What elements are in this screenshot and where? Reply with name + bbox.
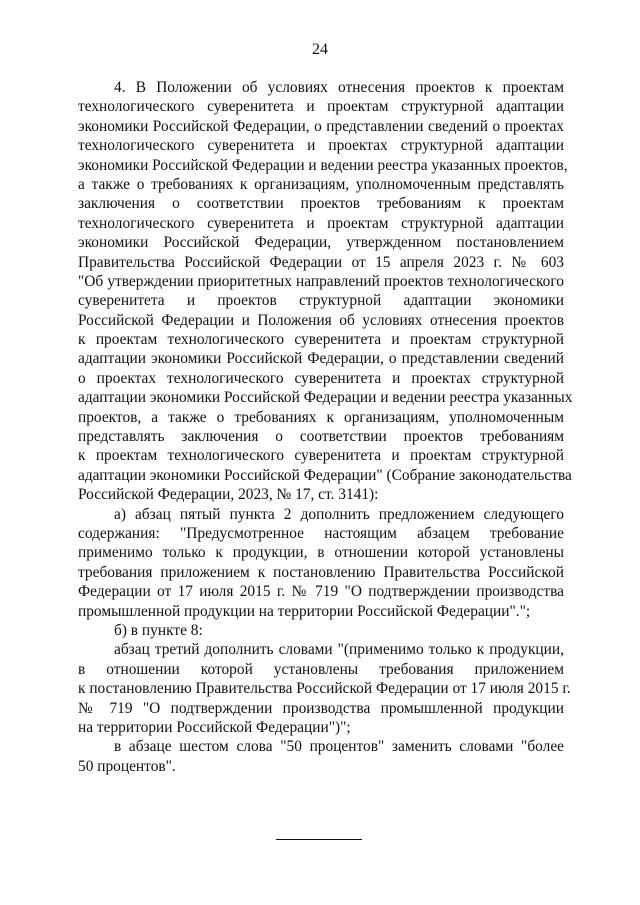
text-line: к проектам технологического суверенитета и проектам структурной: [78, 331, 564, 349]
text-line: к постановлению Правительства Российской Федерации от 17 июля 2015 г.: [78, 680, 571, 698]
text-line: проектов, а также о требованиях к организациям, уполномоченным: [78, 408, 564, 426]
paragraph-sub-b-1: [78, 640, 571, 737]
text-line: экономики Российской Федерации и ведении реестра указанных проектов,: [78, 156, 568, 174]
text-line: технологического суверенитета и проектам структурной адаптации: [78, 98, 564, 116]
text-line: Российской Федерации и Положения об условиях отнесения проектов: [78, 311, 564, 329]
text-line: Федерации от 17 июля 2015 г. № 719 "О подтверждении производства: [78, 583, 564, 601]
paragraph-sub-b: [78, 621, 564, 640]
text-line: к проектам технологического суверенитета и проектам структурной: [78, 447, 564, 465]
page-number: 24: [312, 41, 328, 58]
text-line: представлять заключения о соответствии проектов требованиям: [78, 428, 564, 446]
text-line: требования приложением к постановлению Правительства Российской: [78, 563, 564, 581]
text-line: в абзаце шестом слова "50 процентов" заменить словами "более: [114, 738, 564, 756]
paragraph-sub-b-2: [78, 737, 564, 776]
text-line: Российской Федерации, 2023, № 17, ст. 3141):: [78, 486, 379, 504]
text-line: адаптации экономики Российской Федерации, о представлении сведений: [78, 350, 564, 368]
text-line: а) абзац пятый пункта 2 дополнить предложением следующего: [114, 505, 564, 523]
text-line: о проектах технологического суверенитета и проектах структурной: [78, 369, 564, 387]
text-line: применимо только к продукции, в отношении которой установлены: [78, 544, 564, 562]
text-line: на территории Российской Федерации")";: [78, 718, 351, 736]
text-line: технологического суверенитета и проектам структурной адаптации: [78, 214, 564, 232]
text-line: содержания: "Предусмотренное настоящим абзацем требование: [78, 524, 564, 542]
text-line: Правительства Российской Федерации от 15 апреля 2023 г. № 603: [78, 253, 564, 271]
text-line: б) в пункте 8:: [114, 621, 203, 639]
text-line: абзац третий дополнить словами "(применимо только к продукции,: [114, 641, 564, 659]
text-line: 50 процентов".: [78, 757, 176, 775]
text-line: "Об утверждении приоритетных направлений проектов технологического: [78, 272, 564, 290]
paragraph-sub-a: [78, 505, 564, 621]
document-body: [78, 78, 573, 776]
text-line: технологического суверенитета и проектах структурной адаптации: [78, 137, 564, 155]
text-line: промышленной продукции на территории Российской Федерации".";: [78, 602, 531, 620]
text-line: экономики Российской Федерации, утвержденном постановлением: [78, 234, 564, 252]
text-line: заключения о соответствии проектов требованиям к проектам: [78, 195, 564, 213]
text-line: № 719 "О подтверждении производства промышленной продукции: [78, 699, 564, 717]
end-separator-line: [276, 839, 362, 840]
text-line: 4. В Положении об условиях отнесения проектов к проектам: [114, 79, 564, 96]
paragraph-item-4: [78, 78, 573, 505]
text-line: адаптации экономики Российской Федерации и ведении реестра указанных: [78, 389, 573, 407]
text-line: суверенитета и проектов структурной адаптации экономики: [78, 292, 564, 310]
text-line: в отношении которой установлены требования приложением: [78, 660, 564, 678]
text-line: а также о требованиях к организациям, уполномоченным представлять: [78, 175, 564, 193]
text-line: адаптации экономики Российской Федерации" (Собрание законодательства: [78, 466, 572, 484]
text-line: экономики Российской Федерации, о представлении сведений о проектах: [78, 117, 564, 135]
